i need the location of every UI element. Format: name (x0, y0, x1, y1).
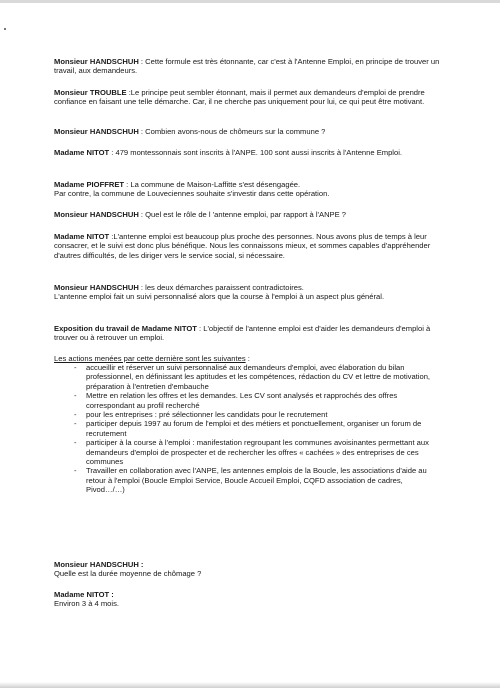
bullet-dash: - (74, 363, 77, 372)
paragraph-text: : Cette formule est très étonnante, car c'est à l'Antenne Emploi, en principe de trouver un travail, aux demandeurs. (54, 57, 440, 76)
section-heading: Exposition du travail de Madame NITOT (54, 324, 197, 333)
dialogue-paragraph (54, 148, 448, 157)
paragraph-text: : L'objectif de l'antenne emploi est d'aider les demandeurs d'emploi à trouver ou à retrouver un emploi. (54, 324, 431, 343)
dialogue-paragraph (54, 127, 448, 136)
bullet-dash: - (74, 438, 77, 448)
speaker-name: Madame NITOT (54, 590, 110, 599)
list-item (58, 363, 438, 391)
speaker-name: Madame NITOT (54, 148, 110, 157)
list-item-text: participer à la course à l'emploi : manifestation regroupant les communes avoisinantes permettant aux demandeurs d'emploi de prospecter et de rechercher les offres « cachées » des entreprises de ces communes (86, 438, 429, 467)
speaker-name: Monsieur HANDSCHUH (54, 57, 139, 66)
closing-question (54, 560, 448, 579)
speaker-suffix: : (109, 590, 114, 599)
list-item-text: participer depuis 1997 au forum de l'emploi et des métiers et ponctuellement, organiser un forum de recrutement (86, 419, 422, 438)
paragraph-text: Environ 3 à 4 mois. (54, 599, 119, 609)
speaker-name: Madame NITOT (54, 232, 110, 241)
paragraph-text: :Le principe peut sembler étonnant, mais il permet aux demandeurs d'emploi de prendre confiance en faisant une telle démarche. Car, il ne cherche pas uniquement pour lui, ce qui peut être motivant. (54, 88, 425, 107)
paragraph-text: : La commune de Maison-Laffitte s'est désengagée. (124, 180, 301, 189)
paragraph-text: : Quel est le rôle de l 'antenne emploi, par rapport à l'ANPE ? (138, 210, 347, 219)
list-item-text: accueillir et réserver un suivi personnalisé aux demandeurs d'emploi, avec élaboration du bilan professionnel, en définissant les aptitudes et les compétences, rédaction du CV et lettre de motivation, préparation à l'entretien d'embauche (86, 363, 431, 391)
list-item (58, 410, 438, 419)
speaker-name: Monsieur HANDSCHUH (54, 560, 139, 569)
paragraph-text: : les deux démarches paraissent contradictoires. (138, 283, 304, 292)
paragraph-text: Quelle est la durée moyenne de chômage ? (54, 569, 202, 579)
dialogue-paragraph (54, 57, 448, 76)
actions-heading-suffix: : (245, 354, 250, 363)
paragraph-text: :L'antenne emploi est beaucoup plus proche des personnes. Nous avons plus de temps à leur consacrer, et le suivi est donc plus bénéfique. Nous les connaissons mieux, et sommes capables d'appréhender d'autres difficultés, de les diriger vers le service social, si nécessaire. (54, 232, 431, 260)
actions-heading-text: Les actions menées par cette dernière sont les suivantes (54, 354, 246, 363)
list-item-text: Travailler en collaboration avec l'ANPE, les antennes emplois de la Boucle, les associations d'aide au retour à l'emploi (Boucle Emploi Service, Boucle Accueil Emploi, CQFD association de cadres, Pivod…/…) (86, 466, 427, 495)
paragraph-text: : 479 montessonnais sont inscrits à l'ANPE. 100 sont aussi inscrits à l'Antenne Emploi. (109, 148, 403, 157)
speaker-name: Monsieur HANDSCHUH (54, 210, 139, 219)
closing-answer (54, 590, 448, 609)
list-item (58, 438, 438, 466)
bullet-dash: - (74, 466, 77, 476)
dialogue-paragraph (54, 88, 448, 107)
list-item (58, 419, 438, 438)
paragraph-text-continued: Par contre, la commune de Louveciennes souhaite s'investir dans cette opération. (54, 189, 330, 199)
speaker-suffix: : (138, 560, 144, 569)
speaker-name: Monsieur TROUBLE (54, 88, 127, 97)
bullet-dash: - (74, 419, 77, 429)
list-item-text: pour les entreprises : pré sélectionner les candidats pour le recrutement (86, 410, 328, 420)
list-item-text: Mettre en relation les offres et les demandes. Les CV sont analysés et rapprochés des offres correspondant au profil recherché (86, 391, 398, 410)
dialogue-paragraph (54, 232, 448, 260)
dialogue-paragraph (54, 324, 448, 343)
dialogue-paragraph (54, 283, 448, 302)
list-item (58, 391, 438, 410)
dialogue-paragraph (54, 210, 448, 219)
dialogue-paragraph (54, 180, 448, 199)
list-item (58, 466, 438, 494)
scan-edge-top (0, 0, 500, 3)
scan-edge-bottom (0, 682, 500, 688)
speaker-name: Monsieur HANDSCHUH (54, 127, 139, 136)
paragraph-text: : Combien avons-nous de chômeurs sur la commune ? (138, 127, 326, 136)
actions-list (58, 363, 438, 495)
bullet-dash: - (74, 410, 77, 420)
scan-speck (4, 28, 6, 30)
speaker-name: Monsieur HANDSCHUH (54, 283, 139, 292)
actions-heading (54, 354, 448, 363)
speaker-name: Madame PIOFFRET (54, 180, 125, 189)
paragraph-text-continued: L'antenne emploi fait un suivi personnalisé alors que la course à l'emploi à un aspect plus général. (54, 292, 385, 302)
bullet-dash: - (74, 391, 77, 401)
